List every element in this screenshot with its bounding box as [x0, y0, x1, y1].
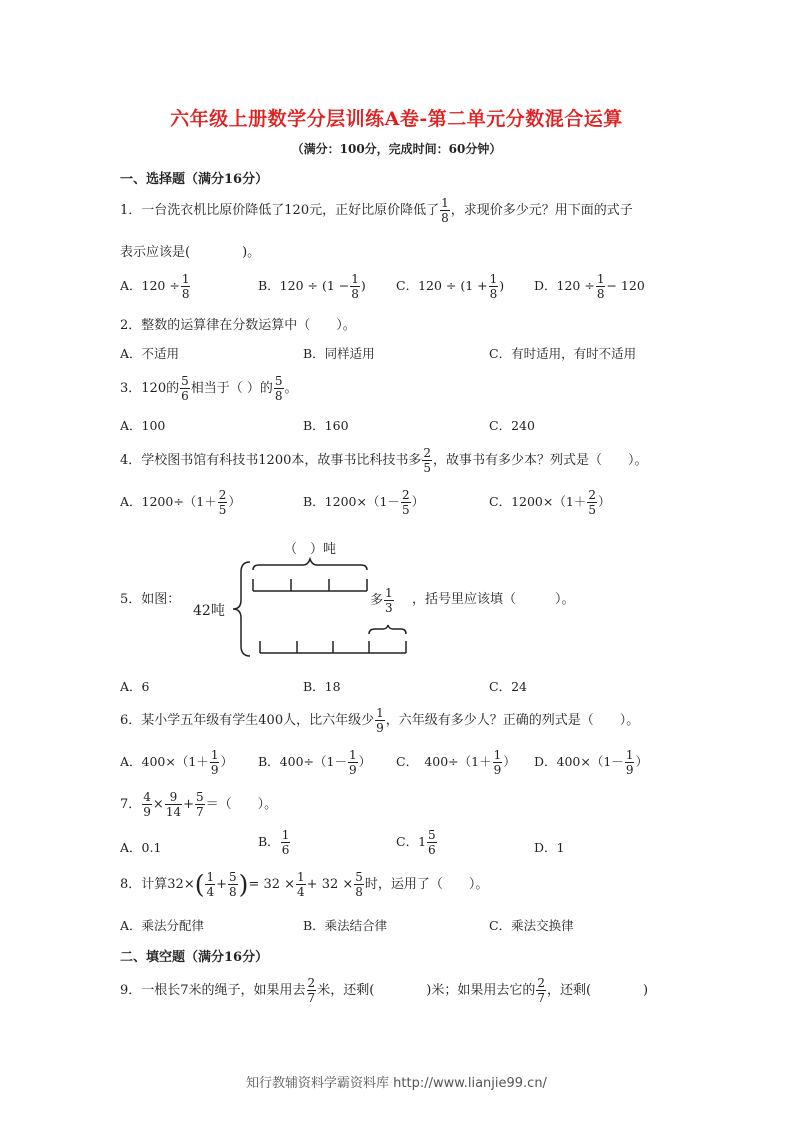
question-9: 9．一根长7米的绳子，如果用去 $\frac{2}{7}$ 米，还剩( )米；如果用去它的 $\frac{2}{7}$ ，还剩( ) — [120, 976, 649, 1005]
diagram-more-label: 多 $\frac{1}{3}$ — [370, 586, 393, 615]
question-5-tail: ，括号里应该填（ ）。 — [412, 592, 575, 607]
option-3a[interactable]: A．100 — [120, 418, 166, 433]
option-6d[interactable]: D．400×（1－ $\frac{1}{9}$ ） — [534, 748, 648, 777]
option-3c[interactable]: C．240 — [489, 418, 535, 433]
question-4: 4．学校图书馆有科技书1200本，故事书比科技书多 $\frac{2}{5}$ ，故事书有多少本？列式是（ ）。 — [120, 446, 648, 475]
option-8c[interactable]: C．乘法交换律 — [489, 918, 574, 933]
option-7c[interactable]: C．1 $\frac{5}{6}$ — [396, 828, 436, 857]
diagram-left-label: 42吨 — [193, 603, 225, 619]
option-6c[interactable]: C． 400÷（1＋ $\frac{1}{9}$ ） — [396, 748, 516, 777]
option-4c[interactable]: C．1200×（1＋ $\frac{2}{5}$ ） — [489, 488, 611, 517]
option-8a[interactable]: A．乘法分配律 — [120, 918, 205, 933]
fraction: $\frac{1}{8}$ — [441, 196, 449, 225]
option-1a[interactable]: A．120 ÷ $\frac{1}{8}$ — [120, 272, 190, 301]
section-heading-fill: 二、填空题（满分16分） — [120, 950, 269, 965]
diagram-extra-brace — [369, 625, 406, 634]
option-5a[interactable]: A．6 — [120, 679, 150, 694]
option-8b[interactable]: B．乘法结合律 — [303, 918, 388, 933]
footer-watermark: 知行教辅资料学霸资料库 http://www.lianjie99.cn/ — [246, 1076, 547, 1091]
option-4a[interactable]: A．1200÷（1＋ $\frac{2}{5}$ ） — [120, 488, 241, 517]
section-heading-choice: 一、选择题（满分16分） — [120, 172, 269, 187]
question-7: 7． $\frac{4}{9}$ × $\frac{9}{14}$ + $\frac{5}{7}$ ＝（ ）。 — [120, 790, 278, 819]
diagram-left-brace — [233, 562, 250, 656]
option-5c[interactable]: C．24 — [489, 679, 527, 694]
question-8: 8．计算32×( $\frac{1}{4}$ + $\frac{5}{8}$ )= 32 × $\frac{1}{4}$ + 32 × $\frac{5}{8}$ 时，运用了（ ）。 — [120, 870, 489, 899]
option-3b[interactable]: B．160 — [303, 418, 349, 433]
option-6b[interactable]: B．400÷（1－ $\frac{1}{9}$ ） — [258, 748, 372, 777]
option-7b[interactable]: B． $\frac{1}{6}$ — [258, 828, 290, 857]
question-1-line2: 表示应该是( )。 — [120, 245, 261, 260]
option-2c[interactable]: C．有时适用，有时不适用 — [489, 346, 637, 361]
diagram-top-label: （ ）吨 — [284, 542, 337, 557]
option-7d[interactable]: D．1 — [534, 840, 565, 855]
option-2a[interactable]: A．不适用 — [120, 346, 180, 361]
option-5b[interactable]: B．18 — [303, 679, 341, 694]
option-1b[interactable]: B．120 ÷ (1 − $\frac{1}{8}$ ) — [258, 272, 366, 301]
question-5-label: 5．如图： — [120, 592, 181, 607]
question-6: 6．某小学五年级有学生400人，比六年级少 $\frac{1}{9}$ ，六年级有多少人？正确的列式是（ ）。 — [120, 706, 640, 735]
question-3: 3．120的 $\frac{5}{6}$ 相当于（ ）的 $\frac{5}{8}$ 。 — [120, 374, 298, 403]
page-subtitle: （满分：100分，完成时间：60分钟） — [291, 142, 502, 156]
question-2: 2．整数的运算律在分数运算中（ ）。 — [120, 318, 356, 333]
page-title: 六年级上册数学分层训练A卷-第二单元分数混合运算 — [170, 108, 623, 130]
option-4b[interactable]: B．1200×（1－ $\frac{2}{5}$ ） — [303, 488, 425, 517]
option-6a[interactable]: A．400×（1＋ $\frac{1}{9}$ ） — [120, 748, 233, 777]
option-1c[interactable]: C．120 ÷ (1 + $\frac{1}{8}$ ) — [396, 272, 505, 301]
question-1-line1: 1．一台洗衣机比原价降低了120元，正好比原价降低了 $\frac{1}{8}$ ，求现价多少元？用下面的式子 — [120, 196, 633, 225]
option-1d[interactable]: D．120 ÷ $\frac{1}{8}$ − 120 — [534, 272, 645, 301]
option-2b[interactable]: B．同样适用 — [303, 346, 375, 361]
diagram-top-brace — [253, 559, 367, 570]
option-7a[interactable]: A．0.1 — [120, 840, 162, 855]
